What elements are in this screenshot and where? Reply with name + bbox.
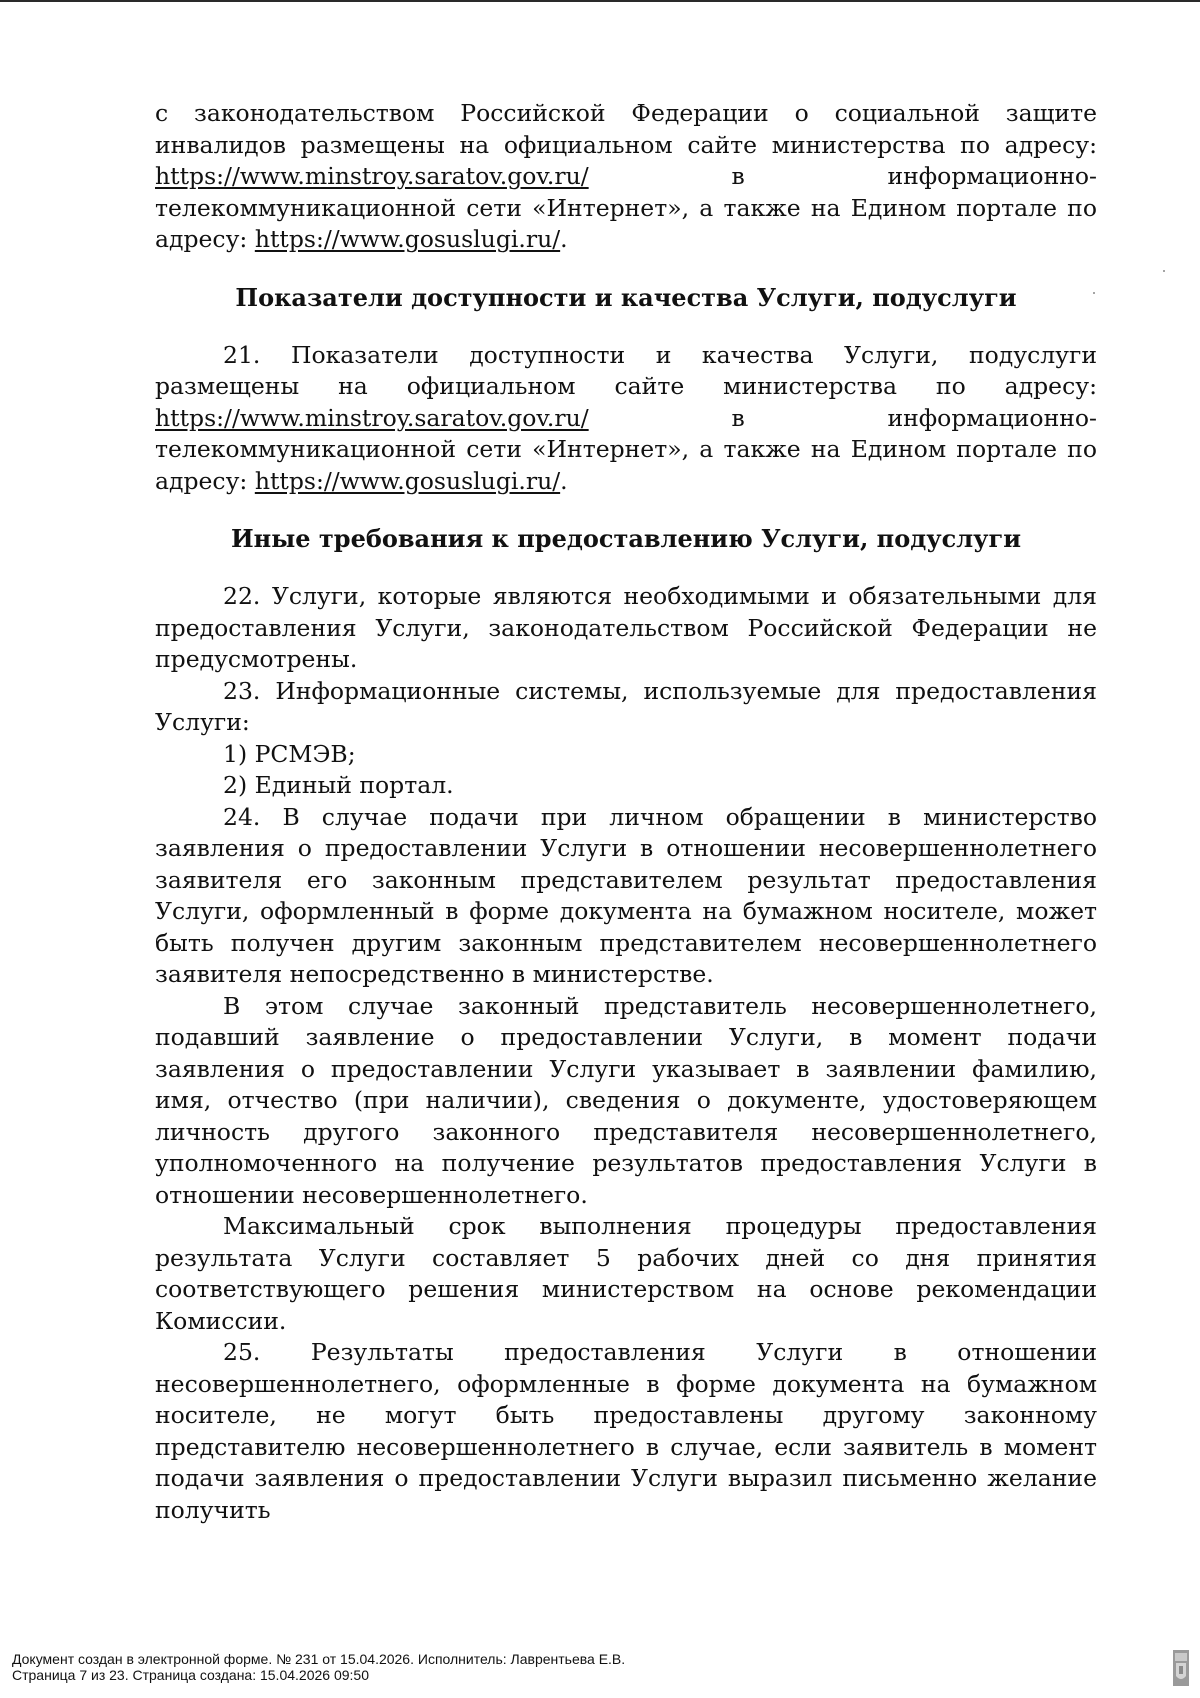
p21-text-part-2: в информационно-телекоммуникационной сети «Интернет», а также на Едином портале по адресу:: [155, 403, 1097, 495]
paragraph-22: 22. Услуги, которые являются необходимыми и обязательными для предоставления Услуги, законодательством Российской Федерации не предусмотрены.: [155, 582, 1097, 673]
paragraph-25: 25. Результаты предоставления Услуги в отношении несовершеннолетнего, оформленные в форме документа на бумажном носителе, не могут быть предоставлены другому законному представителю несовершеннолетнего в случае, если заявитель в момент подачи заявления о предоставлении Услуги выразил письменно желание получить: [155, 1338, 1097, 1524]
paragraph-24-second: В этом случае законный представитель несовершеннолетнего, подавший заявление о предоставлении Услуги, в момент подачи заявления о предоставлении Услуги указывает в заявлении фамилию, имя, отчество (при наличии), сведения о документе, удостоверяющем личность другого законного представителя несовершеннолетнего, уполномоченного на получение результатов предоставления Услуги в отношении несовершеннолетнего.: [155, 991, 1097, 1209]
section-heading-other-requirements: Иные требования к предоставлению Услуги, подуслуги: [230, 524, 1022, 553]
intro-text-part-3: .: [560, 225, 568, 253]
scan-speck: [1163, 270, 1165, 272]
paragraph-23: 23. Информационные системы, используемые для предоставления Услуги:: [155, 676, 1097, 736]
p21-text-part-1: 21. Показатели доступности и качества Услуги, подуслуги размещены на официальном сайте министерства по адресу:: [155, 340, 1097, 400]
section-heading-accessibility: Показатели доступности и качества Услуги, подуслуги: [235, 282, 1017, 312]
minstroy-link[interactable]: https://www.minstroy.saratov.gov.ru/: [155, 403, 589, 432]
minstroy-link[interactable]: https://www.minstroy.saratov.gov.ru/: [155, 162, 589, 190]
coat-of-arms-icon: [1172, 1650, 1190, 1686]
footer-line-page-info: Страница 7 из 23. Страница создана: 15.04.2026 09:50: [12, 1667, 369, 1683]
document-body: [155, 98, 1097, 1526]
scan-speck: [1093, 292, 1095, 294]
footer-line-document-info: Документ создан в электронной форме. № 231 от 15.04.2026. Исполнитель: Лаврентьева Е.В.: [12, 1651, 626, 1667]
document-footer: [12, 1651, 1162, 1683]
intro-text-part-1: с законодательством Российской Федерации о социальной защите инвалидов размещены на официальном сайте министерства по адресу:: [155, 99, 1097, 159]
list-item-unified-portal: 2) Единый портал.: [223, 771, 454, 799]
gosuslugi-link[interactable]: https://www.gosuslugi.ru/: [254, 225, 561, 253]
list-item-rsmev: 1) РСМЭВ;: [223, 739, 356, 768]
p21-text-part-3: .: [560, 466, 568, 495]
paragraph-21: [155, 340, 1097, 498]
intro-paragraph: [155, 98, 1097, 256]
intro-text-part-2: в информационно-телекоммуникационной сети «Интернет», а также на Едином портале по адресу:: [155, 162, 1097, 253]
paragraph-24-third: Максимальный срок выполнения процедуры предоставления результата Услуги составляет 5 рабочих дней со дня принятия соответствующего решения министерством на основе рекомендации Комиссии.: [155, 1212, 1097, 1335]
gosuslugi-link[interactable]: https://www.gosuslugi.ru/: [254, 466, 561, 495]
paragraph-24: 24. В случае подачи при личном обращении в министерство заявления о предоставлении Услуги в отношении несовершеннолетнего заявителя его законным представителем результат предоставления Услуги, оформленный в форме документа на бумажном носителе, может быть получен другим законным представителем несовершеннолетнего заявителя непосредственно в министерстве.: [155, 802, 1097, 988]
